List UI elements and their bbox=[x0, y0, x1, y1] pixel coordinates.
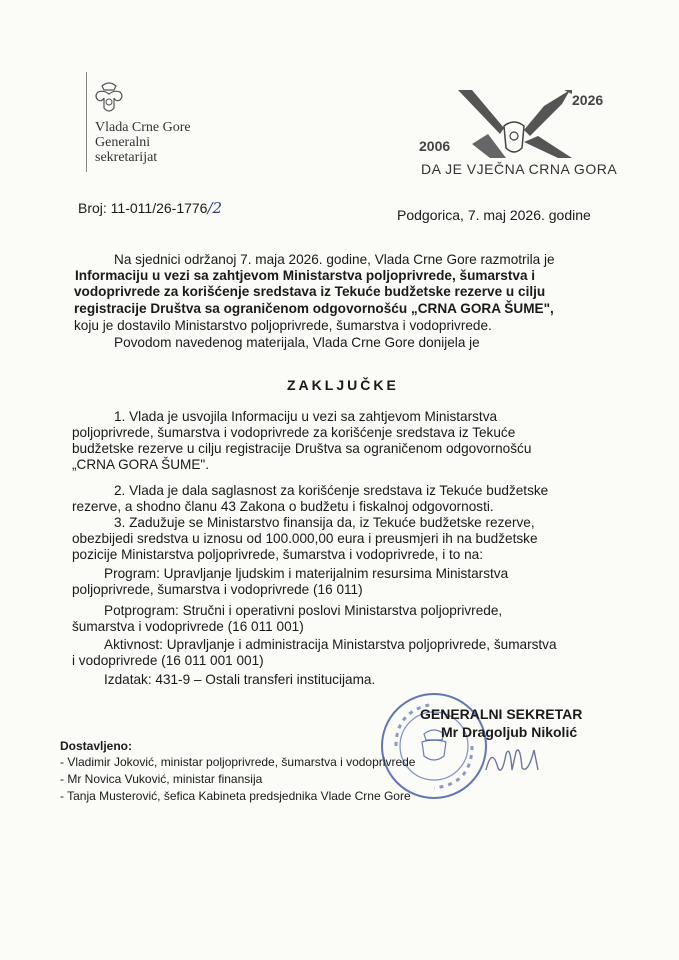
program-line-2: poljoprivrede, šumarstva i vodoprivrede (16 011) bbox=[72, 582, 363, 597]
distribution-item-1: - Vladimir Joković, ministar poljoprivrede, šumarstva i vodoprivrede bbox=[60, 755, 416, 769]
potprogram-line-1: Potprogram: Stručni i operativni poslovi Ministarstva poljoprivrede, bbox=[104, 603, 503, 618]
intro-line-3: vodoprivrede za korišćenje sredstava iz Tekuće budžetske rezerve u cilju bbox=[74, 284, 546, 299]
intro-line-5: koju je dostavilo Ministarstvo poljoprivrede, šumarstva i vodoprivrede. bbox=[74, 318, 492, 333]
company-name: „CRNA GORA ŠUME", bbox=[410, 301, 554, 316]
place-date: Podgorica, 7. maj 2026. godine bbox=[397, 207, 591, 223]
distribution-item-3: - Tanja Musterović, šefica Kabineta predsjednika Vlade Crne Gore bbox=[60, 789, 411, 803]
c3-line-1: 3. Zadužuje se Ministarstvo finansija da, iz Tekuće budžetske rezerve, bbox=[114, 515, 535, 530]
c1-line-2: poljoprivrede, šumarstva i vodoprivrede za korišćenje sredstava iz Tekuće bbox=[72, 425, 516, 440]
c1-line-4: „CRNA GORA ŠUME". bbox=[72, 457, 210, 472]
intro-line-4 bbox=[74, 301, 554, 317]
reference-number bbox=[78, 199, 222, 217]
header-divider bbox=[86, 72, 87, 172]
coat-of-arms-icon bbox=[92, 80, 126, 116]
potprogram-line-2: šumarstva i vodoprivrede (16 011 001) bbox=[72, 619, 304, 634]
handwritten-signature-icon bbox=[482, 740, 552, 780]
intro-line-1: Na sjednici održanoj 7. maja 2026. godine, Vlada Crne Gore razmotrila je bbox=[114, 252, 555, 267]
gov-line-3: sekretarijat bbox=[95, 150, 158, 165]
handwritten-suffix: /2 bbox=[207, 199, 223, 217]
gov-line-2: Generalni bbox=[95, 135, 151, 150]
government-name bbox=[95, 120, 191, 165]
c1-line-1: 1. Vlada je usvojila Informaciju u vezi sa zahtjevom Ministarstva bbox=[114, 409, 498, 424]
intro-line-2: Informaciju u vezi sa zahtjevom Ministarstva poljoprivrede, šumarstva i bbox=[75, 268, 536, 283]
izdatak-line: Izdatak: 431-9 – Ostali transferi institucijama. bbox=[104, 672, 376, 687]
logo-year-2026: 2026 bbox=[572, 92, 604, 108]
c1-line-3: budžetske rezerve u cilju registracije Društva sa ograničenom odgovornošću bbox=[72, 441, 532, 456]
c2-line-2: rezerve, a shodno članu 43 Zakona o budžetu i fiskalnoj odgovornosti. bbox=[72, 499, 494, 514]
intro-line-4a: registracije Društva sa ograničenom odgovornošću bbox=[74, 301, 411, 316]
distribution-item-2: - Mr Novica Vuković, ministar finansija bbox=[60, 772, 263, 786]
distribution-heading: Dostavljeno: bbox=[60, 739, 133, 753]
c2-line-1: 2. Vlada je dala saglasnost za korišćenje sredstava iz Tekuće budžetske bbox=[114, 483, 549, 498]
reference-number-text: Broj: 11-011/26-1776 bbox=[78, 200, 208, 216]
logo-year-2006: 2006 bbox=[419, 138, 451, 154]
intro-line-6: Povodom navedenog materijala, Vlada Crne Gore donijela je bbox=[114, 335, 480, 350]
logo-motto: DA JE VJEČNA CRNA GORA bbox=[421, 161, 618, 177]
section-title: ZAKLJUČKE bbox=[287, 377, 399, 393]
program-line-1: Program: Upravljanje ljudskim i materijalnim resursima Ministarstva bbox=[104, 566, 509, 581]
signatory-name: Mr Dragoljub Nikolić bbox=[441, 724, 578, 740]
aktivnost-line-1: Aktivnost: Upravljanje i administracija Ministarstva poljoprivrede, šumarstva bbox=[104, 637, 557, 652]
gov-line-1: Vlada Crne Gore bbox=[95, 120, 191, 135]
aktivnost-line-2: i vodoprivrede (16 011 001 001) bbox=[72, 653, 264, 668]
c3-line-3: pozicije Ministarstva poljoprivrede, šumarstva i vodoprivrede, i to na: bbox=[72, 547, 484, 562]
c3-line-2: obezbijedi sredstva u iznosu od 100.000,00 eura i preusmjeri ih na budžetske bbox=[72, 531, 538, 546]
signatory-title: GENERALNI SEKRETAR bbox=[420, 706, 583, 722]
